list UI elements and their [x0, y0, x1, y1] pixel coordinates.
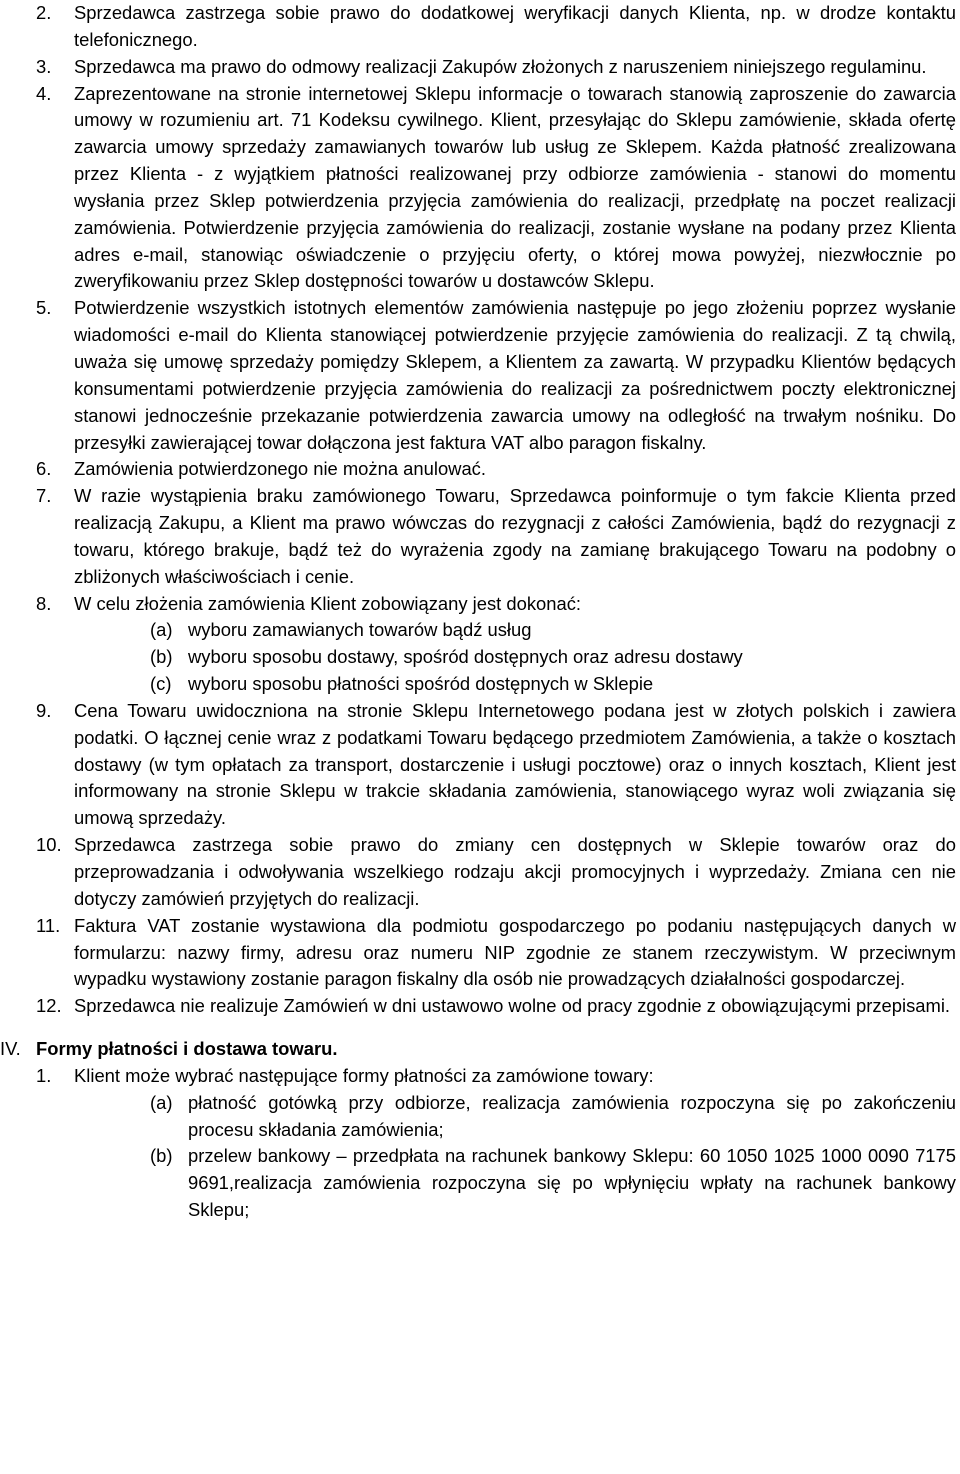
list-item [36, 0, 956, 54]
list-item [36, 993, 956, 1020]
item-text: Sprzedawca zastrzega sobie prawo do dodatkowej weryfikacji danych Klienta, np. w drodze kontaktu telefonicznego. [74, 2, 956, 50]
sub-item-text: wyboru sposobu płatności spośród dostępnych w Sklepie [188, 673, 654, 695]
list-item [36, 295, 956, 456]
list-item [36, 913, 956, 994]
sub-item-text: wyboru zamawianych towarów bądź usług [188, 619, 532, 641]
sub-item-text: wyboru sposobu dostawy, spośród dostępnych oraz adresu dostawy [188, 646, 743, 668]
sub-list-item [150, 1090, 956, 1144]
item-text: Sprzedawca ma prawo do odmowy realizacji Zakupów złożonych z naruszeniem niniejszego regulaminu. [74, 55, 927, 77]
sub-list-item [150, 617, 956, 644]
list-item [36, 698, 956, 832]
list-item [36, 1063, 956, 1224]
item-text: Klient może wybrać następujące formy płatności za zamówione towary: [74, 1064, 654, 1086]
item-number: 4. [36, 82, 52, 104]
sub-item-letter: (c) [150, 673, 172, 695]
item-number: 6. [36, 458, 52, 480]
list-item [36, 54, 956, 81]
item-text: Zaprezentowane na stronie internetowej Sklepu informacje o towarach stanowią zaproszenie do zawarcia umowy w rozumieniu art. 71 Kodeksu cywilnego. Klient, przesyłając do Sklepu zamówienie, składa ofertę zawarcia umowy sprzedaży zamawianych towarów lub usług ze Sklepem. Każda płatność zrealizowana przez Klienta - z wyjątkiem płatności realizowanej przy odbiorze zamówienia - stanowi do momentu wysłania przez Sklep potwierdzenia przyjęcia zamówienia do realizacji, przedpłatę na poczet realizacji zamówienia. Potwierdzenie przyjęcia zamówienia do realizacji, zostanie wysłane na podany przez Klienta adres e-mail, stanowiąc oświadczenie o przyjęciu oferty, o której mowa powyżej, niezwłocznie po zweryfikowaniu przez Sklep dostępności towarów u dostawców Sklepu. [74, 82, 956, 292]
item-number: 8. [36, 592, 52, 614]
sub-item-letter: (a) [150, 619, 173, 641]
sub-list [150, 1090, 956, 1224]
item-number: 11. [36, 914, 61, 936]
item-number: 12. [36, 995, 62, 1017]
sub-item-text: przelew bankowy – przedpłata na rachunek bankowy Sklepu: 60 1050 1025 1000 0090 7175 9691,realizacja zamówienia rozpoczyna się po wpłynięciu wpłaty na rachunek bankowy Sklepu; [188, 1145, 956, 1221]
item-text: Cena Towaru uwidoczniona na stronie Sklepu Internetowego podana jest w złotych polskich i zawiera podatki. O łącznej cenie wraz z podatkami Towaru będącego przedmiotem Zamówienia, a także o kosztach dostawy (w tym opłatach za transport, dostarczenie i usługi pocztowe) oraz o innych kosztach, Klient jest informowany na stronie Sklepu w trakcie składania zamówienia, stanowiącego wyraz woli związania się umową sprzedaży. [74, 699, 956, 829]
item-text: Zamówienia potwierdzonego nie można anulować. [74, 458, 486, 480]
item-number: 9. [36, 699, 52, 721]
item-text: Faktura VAT zostanie wystawiona dla podmiotu gospodarczego po podaniu następujących danych w formularzu: nazwy firmy, adresu oraz numeru NIP zgodnie ze stanem rzeczywistym. W przeciwnym wypadku wystawiony zostanie paragon fiskalny dla osób nie prowadzących działalności gospodarczej. [74, 914, 956, 990]
item-text: Sprzedawca nie realizuje Zamówień w dni ustawowo wolne od pracy zgodnie z obowiązującymi przepisami. [74, 995, 951, 1017]
section-title: Formy płatności i dostawa towaru. [36, 1038, 338, 1060]
sub-item-letter: (b) [150, 646, 173, 668]
sub-list [150, 617, 956, 698]
item-number: 1. [36, 1064, 52, 1086]
sub-item-letter: (b) [150, 1145, 173, 1167]
item-number: 10. [36, 834, 62, 856]
item-text: Sprzedawca zastrzega sobie prawo do zmiany cen dostępnych w Sklepie towarów oraz do przeprowadzania i odwoływania wszelkiego rodzaju akcji promocyjnych i wyprzedaży. Zmiana cen nie dotyczy zamówień przyjętych do realizacji. [74, 834, 956, 909]
section-number: IV. [0, 1038, 21, 1060]
item-text: W razie wystąpienia braku zamówionego Towaru, Sprzedawca poinformuje o tym fakcie Klienta przed realizacją Zakupu, a Klient ma prawo wówczas do rezygnacji z całości Zamówienia, bądź do rezygnacji z towaru, którego brakuje, bądź też do wyrażenia zgody na zamianę brakującego Towaru na podobny o zbliżonych właściwościach i cenie. [74, 485, 956, 587]
item-number: 2. [36, 2, 52, 23]
sub-list-item [150, 1143, 956, 1224]
list-item [36, 81, 956, 296]
list-item [36, 591, 956, 698]
list-item [36, 456, 956, 483]
section-heading [0, 1036, 956, 1063]
sub-list-item [150, 644, 956, 671]
list-item [36, 483, 956, 590]
sub-item-text: płatność gotówką przy odbiorze, realizacja zamówienia rozpoczyna się po zakończeniu procesu składania zamówienia; [188, 1091, 956, 1140]
item-text: W celu złożenia zamówienia Klient zobowiązany jest dokonać: [74, 592, 582, 614]
sub-list-item [150, 671, 956, 698]
item-number: 5. [36, 297, 52, 319]
sub-item-letter: (a) [150, 1091, 173, 1113]
item-text: Potwierdzenie wszystkich istotnych elementów zamówienia następuje po jego złożeniu poprzez wysłanie wiadomości e-mail do Klienta stanowiącej potwierdzenie przyjęcie zamówienia do realizacji. Z tą chwilą, uważa się umowę sprzedaży pomiędzy Sklepem, a Klientem za zawartą. W przypadku Klientów będących konsumentami potwierdzenie przyjęcia zamówienia do realizacji za pośrednictwem poczty elektronicznej stanowi jednocześnie przekazanie potwierdzenia zawarcia umowy na odległość na trwałym nośniku. Do przesyłki zawierającej towar dołączona jest faktura VAT albo paragon fiskalny. [74, 297, 956, 453]
item-number: 7. [36, 485, 52, 507]
list-item [36, 832, 956, 913]
item-number: 3. [36, 55, 52, 77]
